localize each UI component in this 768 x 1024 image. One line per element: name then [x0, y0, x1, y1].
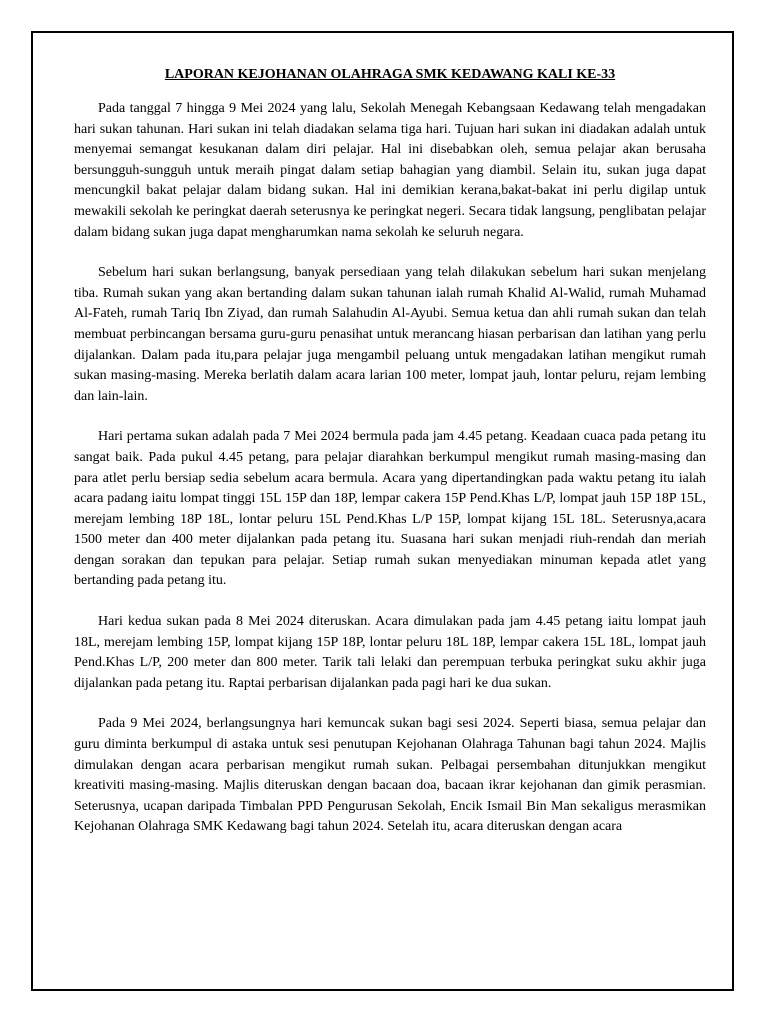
paragraph-spacer	[74, 592, 706, 612]
title-spacer	[74, 85, 706, 99]
paragraph-spacer	[74, 407, 706, 427]
page-border	[31, 31, 734, 991]
paragraph-spacer	[74, 243, 706, 263]
paragraph-day-three: Pada 9 Mei 2024, berlangsungnya hari kemuncak sukan bagi sesi 2024. Seperti biasa, semua pelajar dan guru diminta berkumpul di astaka untuk sesi penutupan Kejohanan Olahraga Tahunan bagi tahun 2024. Majlis dimulakan dengan acara perbarisan mengikut rumah sukan. Pelbagai persembahan ditunjukkan mengikut kreativiti masing-masing. Majlis diteruskan dengan bacaan doa, bacaan ikrar kejohanan dan gimik perasmian. Seterusnya, ucapan daripada Timbalan PPD Pengurusan Sekolah, Encik Ismail Bin Man sekaligus merasmikan Kejohanan Olahraga SMK Kedawang bagi tahun 2024. Setelah itu, acara diteruskan dengan acara	[74, 716, 706, 835]
paragraph-day-one: Hari pertama sukan adalah pada 7 Mei 2024 bermula pada jam 4.45 petang. Keadaan cuaca pada petang itu sangat baik. Pada pukul 4.45 petang, para pelajar diarahkan berkumpul mengikut rumah masing-masing dan para atlet perlu bersiap sedia sebelum acara bermula. Acara yang dipertandingkan pada waktu petang itu ialah acara padang iaitu lompat tinggi 15L 15P dan 18P, lempar cakera 15P Pend.Khas L/P, lompat jauh 15P 18P 15L, merejam lembing 18P 18L, lontar peluru 15L Pend.Khas L/P 15P, lompat kijang 15L 18L. Seterusnya,acara 1500 meter dan 400 meter dijalankan pada petang itu. Suasana hari sukan menjadi riuh-rendah dan meriah dengan sorakan dan tepukan para pelajar. Setiap rumah sukan menyediakan minuman kepada atlet yang bertanding pada petang itu.	[74, 429, 706, 589]
document-title: LAPORAN KEJOHANAN OLAHRAGA SMK KEDAWANG KALI KE-33	[164, 67, 616, 82]
paragraph-intro: Pada tanggal 7 hingga 9 Mei 2024 yang lalu, Sekolah Menegah Kebangsaan Kedawang telah mengadakan hari sukan tahunan. Hari sukan ini telah diadakan selama tiga hari. Tujuan hari sukan ini diadakan adalah untuk menyemai semangat kesukanan dalam diri pelajar. Hal ini disebabkan oleh, semua pelajar akan berusaha bersungguh-sungguh untuk meraih pingat dalam setiap bahagian yang diambil. Selain itu, sukan juga dapat mencungkil bakat pelajar dalam bidang sukan. Hal ini demikian kerana,bakat-bakat ini perlu digilap untuk mewakili sekolah ke peringkat daerah seterusnya ke peringkat negeri. Secara tidak langsung, penglibatan pelajar dalam bidang sukan juga dapat mengharumkan nama sekolah ke seluruh negara.	[74, 101, 706, 240]
paragraph-preparation: Sebelum hari sukan berlangsung, banyak persediaan yang telah dilakukan sebelum hari sukan menjelang tiba. Rumah sukan yang akan bertanding dalam sukan tahunan ialah rumah Khalid Al-Walid, rumah Muhamad Al-Fateh, rumah Tariq Ibn Ziyad, dan rumah Salahudin Al-Ayubi. Semua ketua dan ahli rumah sukan dan telah membuat perbincangan bersama guru-guru penasihat untuk merancang hiasan perbarisan dan latihan yang perlu dijalankan. Dalam pada itu,para pelajar juga mengambil peluang untuk mengadakan latihan mengikut rumah sukan masing-masing. Mereka berlatih dalam acara larian 100 meter, lompat jauh, lontar peluru, rejam lembing dan lain-lain.	[74, 265, 706, 404]
paragraph-day-two: Hari kedua sukan pada 8 Mei 2024 diteruskan. Acara dimulakan pada jam 4.45 petang iaitu lompat jauh 18L, merejam lembing 15P, lompat kijang 15P 18P, lontar peluru 18L 18P, lempar cakera 15L 18L, lompat jauh Pend.Khas L/P, 200 meter dan 800 meter. Tarik tali lelaki dan perempuan terbuka peringkat suku akhir juga dijalankan pada petang itu. Raptai perbarisan dijalankan pada pagi hari ke dua sukan.	[74, 614, 706, 691]
document-body	[74, 65, 706, 838]
paragraph-spacer	[74, 694, 706, 714]
